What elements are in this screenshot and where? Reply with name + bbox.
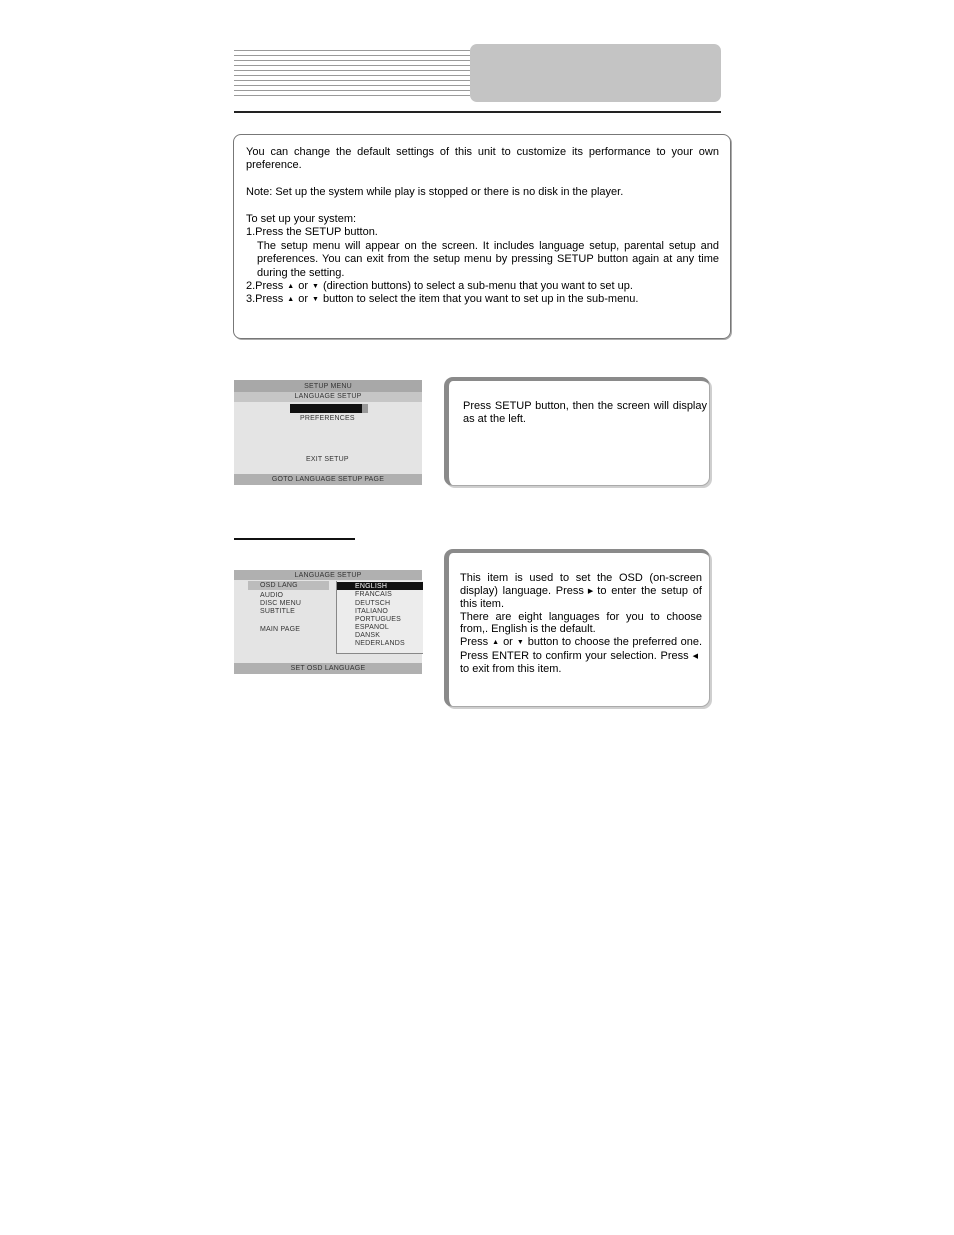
- option-espanol[interactable]: ESPANOL: [355, 624, 389, 631]
- setup-description-text: Press SETUP button, then the screen will display as at the left.: [463, 400, 707, 425]
- down-arrow-icon: ▼: [312, 283, 319, 291]
- setup-menu-screen: [234, 380, 422, 485]
- step3-text-a: 3.Press: [246, 293, 284, 306]
- setup-description-box: [444, 377, 710, 486]
- menu-subtitle: SUBTITLE: [260, 608, 296, 615]
- highlight-shadow: [362, 404, 368, 413]
- language-setup-screen: [234, 570, 422, 674]
- lang-desc-3c: to exit from this item.: [460, 663, 562, 676]
- intro-step1-detail: The setup menu will appear on the screen. It includes language setup, parental setup and preferences. You can exit from the setup menu by pressing SETUP button again at any time during the setting.: [257, 239, 719, 279]
- down-arrow-icon: ▼: [312, 296, 319, 304]
- intro-to-setup: To set up your system:: [246, 213, 357, 225]
- option-italiano[interactable]: ITALIANO: [355, 608, 388, 615]
- selection-highlight: [290, 404, 364, 413]
- language-setup-title: LANGUAGE SETUP: [234, 570, 422, 580]
- step2-or: or: [298, 280, 309, 293]
- option-nederlands[interactable]: NEDERLANDS: [355, 640, 405, 647]
- intro-paragraph: You can change the default settings of this unit to customize its performance to your own preference.: [246, 146, 719, 172]
- menu-disc-menu: DISC MENU: [260, 600, 302, 607]
- intro-note: Note: Set up the system while play is stopped or there is no disk in the player.: [246, 186, 624, 199]
- setup-exit-item: EXIT SETUP: [306, 456, 349, 463]
- header-tab: [470, 44, 721, 102]
- step2-text-b: (direction buttons) to select a sub-menu that you want to set up.: [322, 280, 633, 293]
- lang-desc-3b: button to choose the preferred one. Press ENTER to confirm your selection. Press: [460, 635, 702, 662]
- lang-desc-1b: to enter the setup of this item.: [460, 584, 702, 611]
- option-portugues[interactable]: PORTUGUES: [355, 616, 402, 623]
- intro-box: [233, 134, 731, 339]
- language-desc-line3: [460, 636, 702, 676]
- up-arrow-icon: ▲: [287, 296, 295, 304]
- setup-preferences-item: PREFERENCES: [300, 415, 355, 422]
- setup-status-bar: GOTO LANGUAGE SETUP PAGE: [234, 474, 422, 485]
- header-lines: [234, 50, 470, 96]
- intro-step3: [246, 293, 719, 306]
- lang-desc-3a: Press: [460, 635, 489, 648]
- right-arrow-icon: ▶: [587, 587, 594, 595]
- language-desc-line2: There are eight languages for you to choose from,. English is the default.: [460, 610, 702, 636]
- down-arrow-icon: ▼: [516, 638, 524, 646]
- lang-desc-1a: This item is used to set the OSD (on-screen display) language. Press: [460, 572, 702, 597]
- option-dansk[interactable]: DANSK: [355, 632, 381, 639]
- left-arrow-icon: ◀: [692, 652, 698, 660]
- lang-desc-3or: or: [503, 635, 513, 648]
- intro-step1: 1.Press the SETUP button.: [246, 226, 378, 239]
- option-francais[interactable]: FRANCAIS: [355, 591, 392, 598]
- up-arrow-icon: ▲: [287, 283, 295, 291]
- header-rule: [234, 111, 721, 113]
- setup-menu-title: SETUP MENU: [234, 380, 422, 392]
- menu-audio: AUDIO: [260, 592, 284, 599]
- up-arrow-icon: ▲: [492, 638, 500, 646]
- language-desc-line1: [460, 572, 702, 611]
- menu-osd-lang: OSD LANG: [260, 582, 298, 589]
- step3-or: or: [298, 293, 309, 306]
- step3-text-b: button to select the item that you want to set up in the sub-menu.: [322, 293, 639, 306]
- language-description-text: [449, 553, 709, 676]
- setup-language-item: LANGUAGE SETUP: [234, 392, 422, 402]
- option-english[interactable]: ENGLISH: [355, 583, 388, 590]
- language-description-box: [444, 549, 710, 707]
- menu-main-page: MAIN PAGE: [260, 626, 301, 633]
- language-options-panel: [336, 581, 423, 654]
- language-status-bar: SET OSD LANGUAGE: [234, 663, 422, 674]
- intro-step2: [246, 280, 719, 293]
- step2-text-a: 2.Press: [246, 280, 284, 293]
- option-deutsch[interactable]: DEUTSCH: [355, 600, 391, 607]
- section-underline: [234, 538, 355, 540]
